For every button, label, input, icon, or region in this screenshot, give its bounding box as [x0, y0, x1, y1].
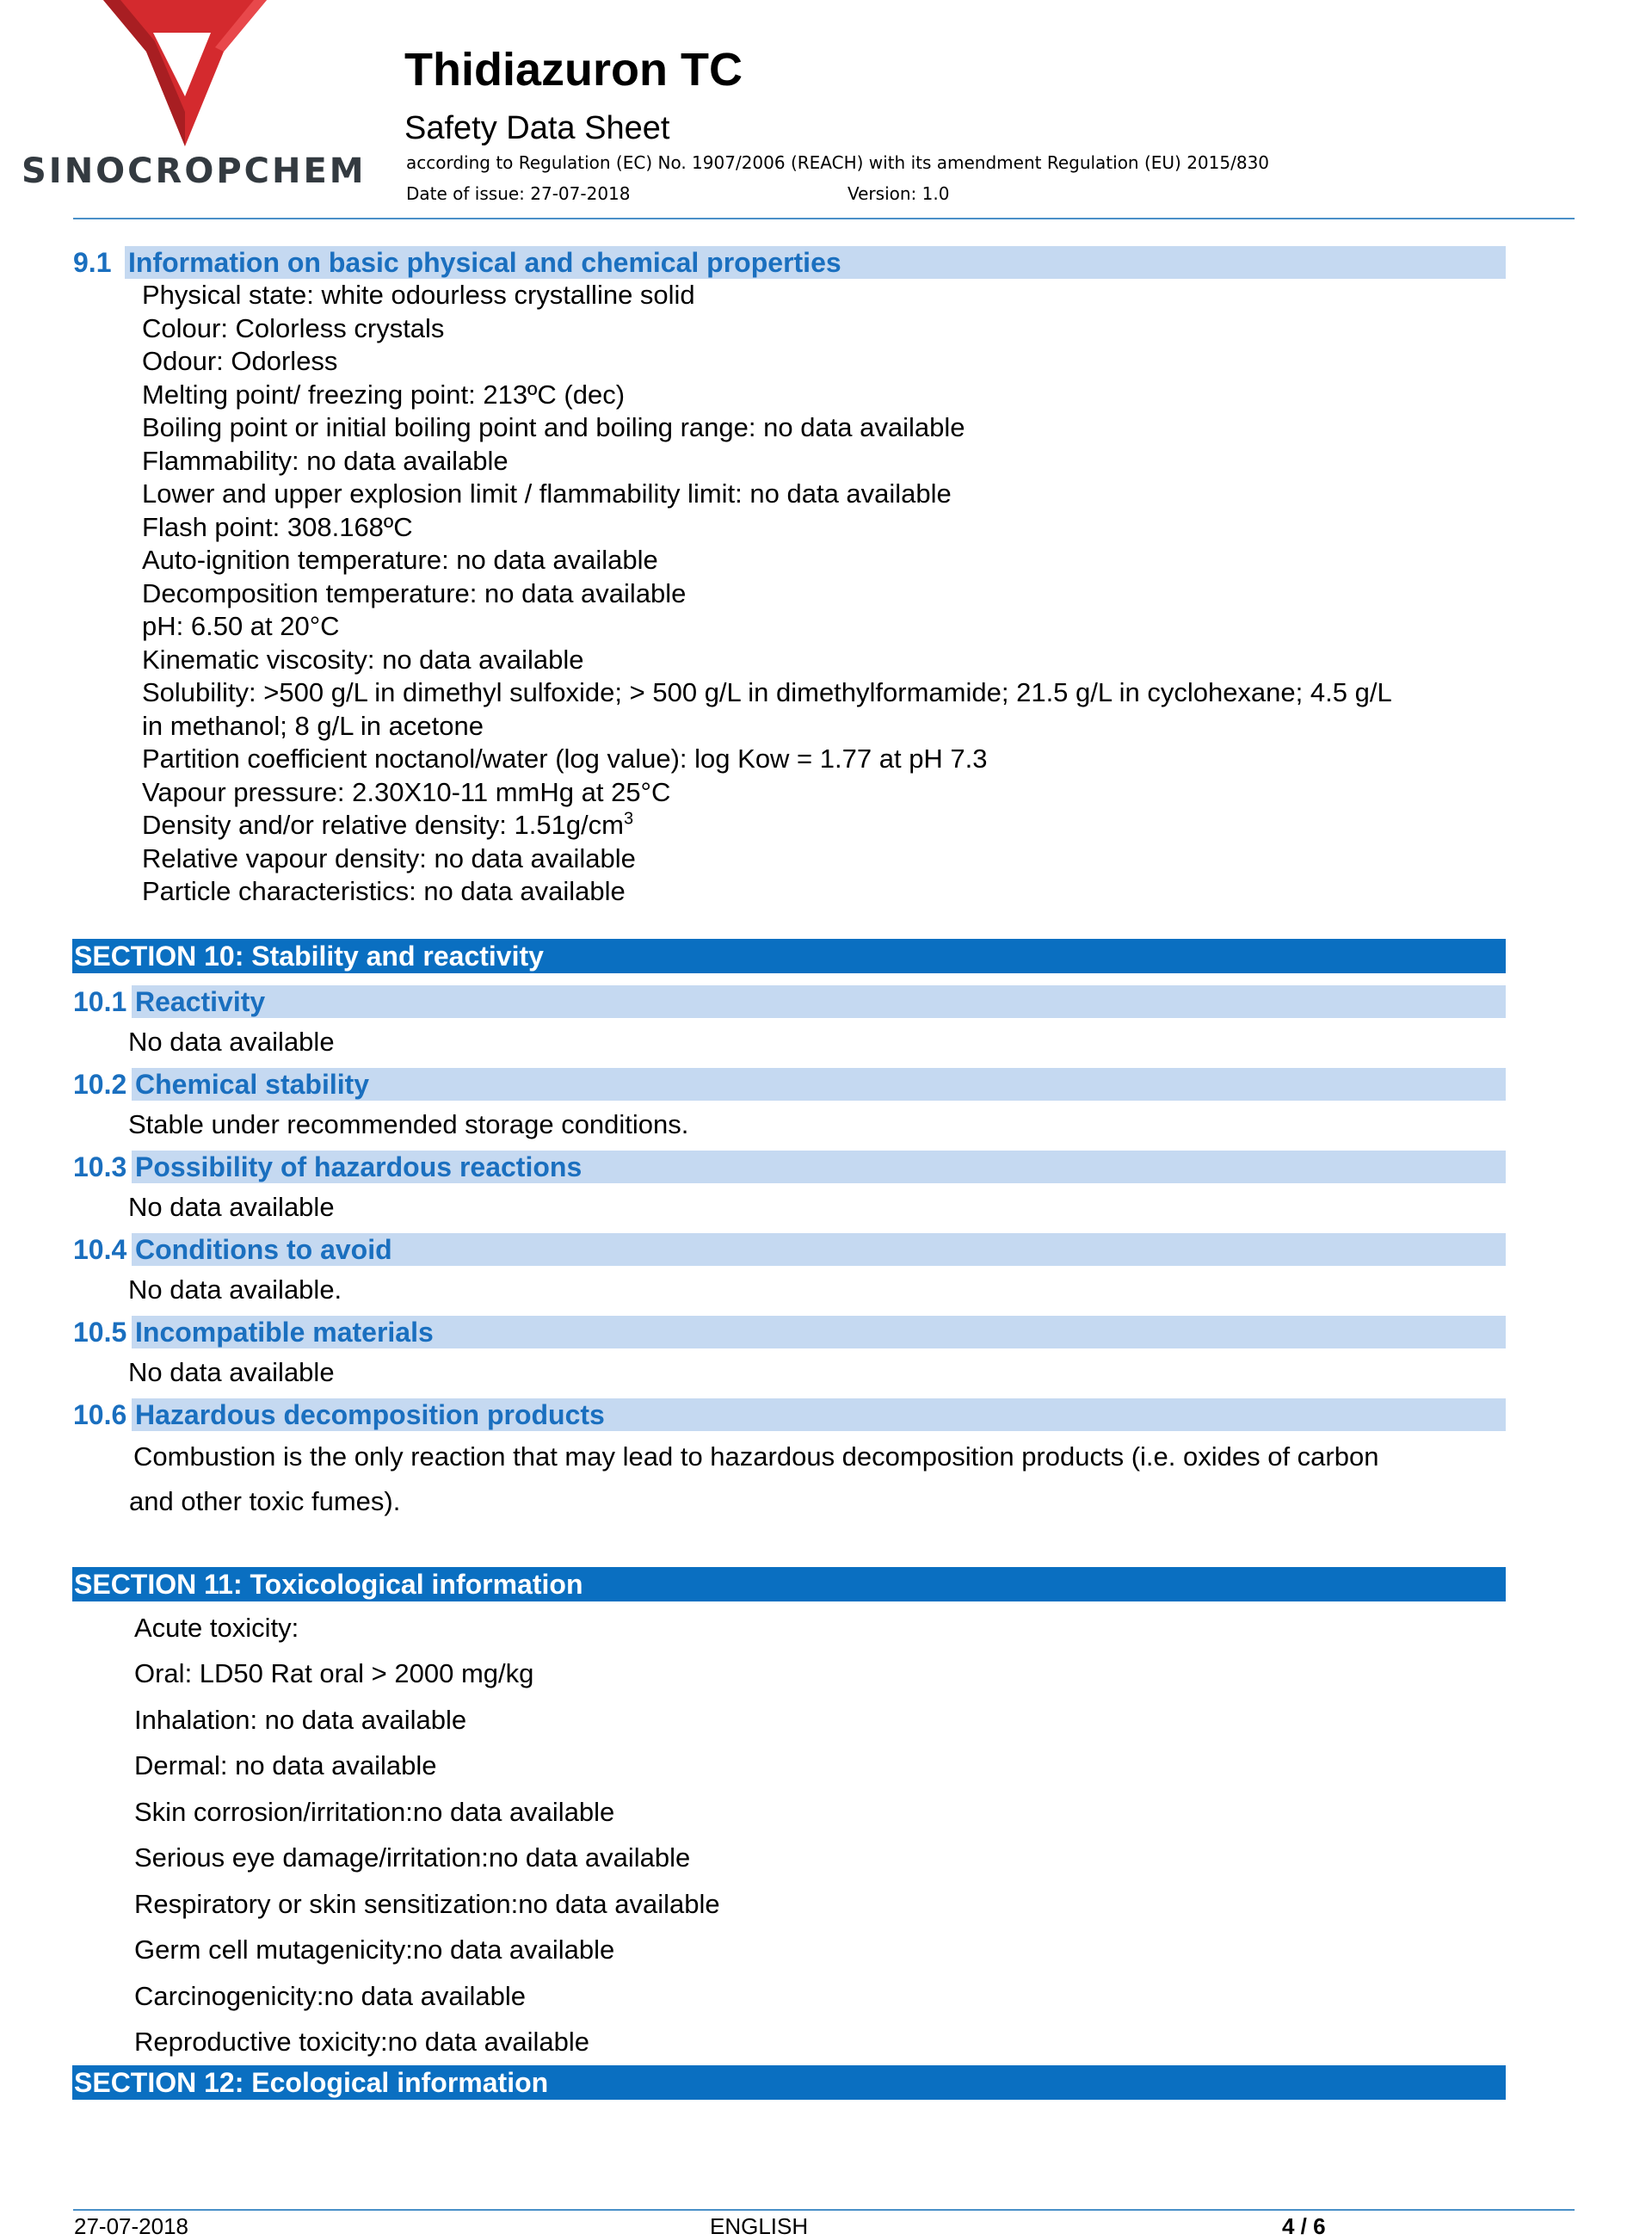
subsection-heading-10-3: [73, 1151, 1506, 1183]
subsection-title: Conditions to avoid: [132, 1233, 1506, 1266]
subsection-number: 10.1: [73, 985, 127, 1017]
property-item: Kinematic viscosity: no data available: [142, 644, 584, 675]
property-item: in methanol; 8 g/L in acetone: [142, 710, 484, 741]
property-item: Boiling point or initial boiling point and boiling range: no data available: [142, 412, 965, 442]
property-item: Physical state: white odourless crystalline solid: [142, 280, 695, 310]
logo-mark-icon: [95, 0, 275, 146]
subsection-paragraph: [129, 1435, 1510, 1524]
document-body: [0, 246, 1652, 2100]
document-title: Thidiazuron TC: [404, 44, 743, 96]
subsection-title: Hazardous decomposition products: [132, 1398, 1506, 1431]
version-label: Version: 1.0: [848, 183, 950, 204]
toxicology-item: Dermal: no data available: [134, 1750, 437, 1780]
density-label: Density and/or relative density: 1.51g/cm: [142, 810, 624, 840]
subsection-title: Reactivity: [132, 985, 1506, 1018]
toxicology-list: [134, 1605, 1652, 2065]
toxicology-item: Reproductive toxicity:no data available: [134, 2027, 590, 2057]
subsection-number: 10.3: [73, 1151, 127, 1182]
issue-date: Date of issue: 27-07-2018: [406, 183, 631, 204]
toxicology-item: Skin corrosion/irritation:no data available: [134, 1796, 615, 1827]
subsection-number: 10.6: [73, 1398, 127, 1430]
subsection-number: 9.1: [73, 247, 112, 278]
toxicology-item: Inhalation: no data available: [134, 1704, 467, 1735]
subsection-number: 10.2: [73, 1068, 127, 1100]
subsection-heading-10-5: [73, 1316, 1506, 1348]
section-heading-11: SECTION 11: Toxicological information: [72, 1567, 1506, 1601]
toxicology-item: Carcinogenicity:no data available: [134, 1980, 526, 2011]
property-item: Flammability: no data available: [142, 445, 509, 476]
property-item: Partition coefficient noctanol/water (log value): log Kow = 1.77 at pH 7.3: [142, 744, 988, 774]
property-item: Solubility: >500 g/L in dimethyl sulfoxide; > 500 g/L in dimethylformamide; 21.5 g/L in cyclohexane; 4.5 g/L: [142, 677, 1392, 707]
subsection-text: Stable under recommended storage conditions.: [128, 1108, 689, 1139]
document-subtitle: Safety Data Sheet: [404, 110, 670, 146]
toxicology-item: Serious eye damage/irritation:no data available: [134, 1842, 691, 1873]
property-item: Flash point: 308.168ºC: [142, 511, 413, 542]
subsection-title: Chemical stability: [132, 1068, 1506, 1101]
subsection-heading-9-1: [73, 246, 1506, 279]
toxicology-item: Oral: LD50 Rat oral > 2000 mg/kg: [134, 1658, 534, 1688]
property-item: Particle characteristics: no data available: [142, 876, 626, 906]
property-item: Decomposition temperature: no data available: [142, 577, 687, 608]
footer-language: ENGLISH: [710, 2213, 809, 2239]
footer-date: 27-07-2018: [74, 2213, 188, 2239]
property-item: Lower and upper explosion limit / flammability limit: no data available: [142, 478, 952, 509]
section-heading-12: SECTION 12: Ecological information: [72, 2065, 1506, 2100]
density-superscript: 3: [624, 809, 634, 829]
subsection-heading-10-1: [73, 985, 1506, 1018]
property-list: [142, 279, 1519, 909]
subsection-number: 10.5: [73, 1316, 127, 1348]
property-item: Melting point/ freezing point: 213ºC (dec): [142, 379, 626, 410]
toxicology-item: Germ cell mutagenicity:no data available: [134, 1935, 615, 1965]
subsection-text: No data available.: [128, 1274, 342, 1305]
subsection-heading-10-6: [73, 1398, 1506, 1431]
subsection-number: 10.4: [73, 1233, 127, 1265]
subsection-heading-10-2: [73, 1068, 1506, 1101]
section-heading-10: SECTION 10: Stability and reactivity: [72, 939, 1506, 973]
subsection-text: No data available: [128, 1026, 335, 1057]
company-logo: [22, 0, 367, 198]
subsection-title: Information on basic physical and chemical properties: [125, 246, 1506, 279]
subsection-title: Incompatible materials: [132, 1316, 1506, 1348]
property-item: Relative vapour density: no data available: [142, 842, 636, 873]
property-item: Auto-ignition temperature: no data available: [142, 545, 658, 575]
paragraph-line: Combustion is the only reaction that may lead to hazardous decomposition products (i.e. oxides of carbon: [133, 1441, 1379, 1472]
regulation-note: according to Regulation (EC) No. 1907/2006 (REACH) with its amendment Regulation (EU) 2015/830: [406, 152, 1270, 173]
property-item: Colour: Colorless crystals: [142, 312, 445, 343]
page-number: 4 / 6: [1282, 2213, 1326, 2239]
paragraph-line: and other toxic fumes).: [129, 1485, 401, 1516]
footer-divider: [73, 2209, 1575, 2211]
property-item: Vapour pressure: 2.30X10-11 mmHg at 25°C: [142, 776, 671, 807]
header-divider: [73, 218, 1575, 219]
subsection-text: No data available: [128, 1356, 335, 1387]
toxicology-item: Acute toxicity:: [134, 1612, 299, 1643]
toxicology-item: Respiratory or skin sensitization:no data available: [134, 1888, 720, 1919]
subsection-heading-10-4: [73, 1233, 1506, 1266]
property-item-density: [142, 809, 1519, 842]
property-item: pH: 6.50 at 20°C: [142, 611, 340, 641]
property-item: Odour: Odorless: [142, 346, 338, 376]
logo-text: SINOCROPCHEM: [22, 151, 367, 191]
subsection-text: No data available: [128, 1191, 335, 1222]
document-header: [0, 0, 1652, 224]
subsection-title: Possibility of hazardous reactions: [132, 1151, 1506, 1183]
